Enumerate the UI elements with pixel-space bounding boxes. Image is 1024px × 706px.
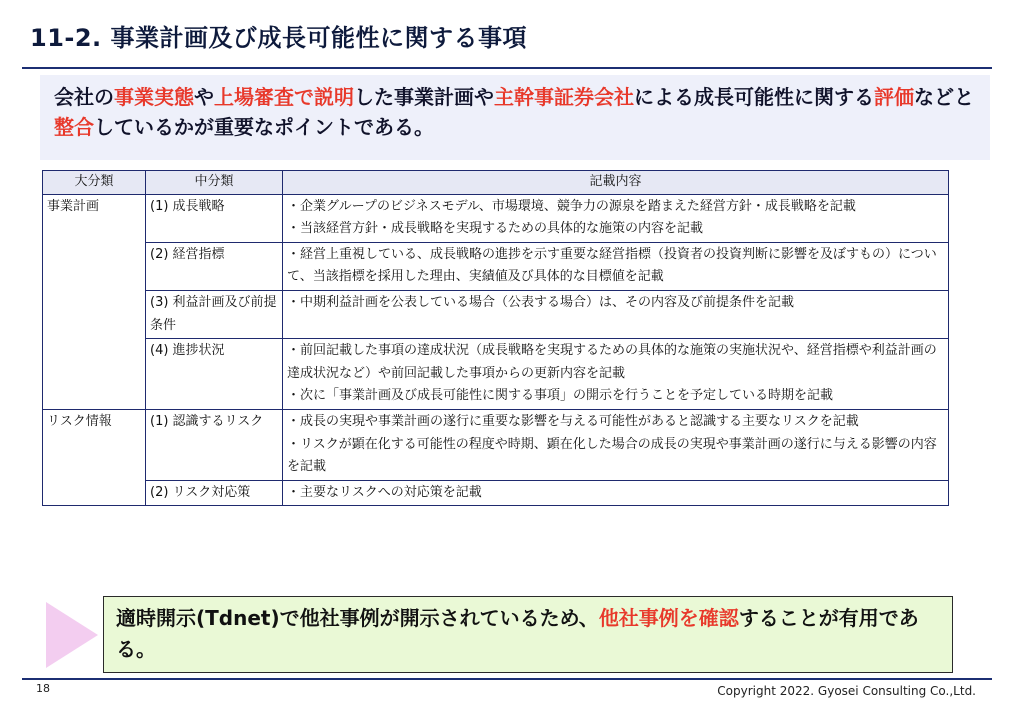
- content-cell: [283, 194, 949, 242]
- sub-category-cell: (1) 成長戦略: [146, 194, 283, 242]
- plain-text: 会社の: [54, 85, 114, 109]
- content-item: ・前回記載した事項の達成状況（成長戦略を実現するための具体的な施策の実施状況や、経営指標や利益計画の達成状況など）や前回記載した事項からの更新内容を記載: [287, 343, 937, 381]
- major-category-cell: [43, 242, 146, 290]
- content-item: ・次に「事業計画及び成長可能性に関する事項」の開示を行うことを予定している時期を記載: [287, 388, 834, 404]
- bottom-rule: [22, 678, 992, 680]
- sub-category-cell: (1) 認識するリスク: [146, 409, 283, 480]
- sub-category-cell: (2) 経営指標: [146, 242, 283, 290]
- emphasis-text: 他社事例を確認: [598, 606, 739, 630]
- plain-text: や: [194, 85, 214, 109]
- header-sub-category: 中分類: [146, 171, 283, 195]
- content-item: ・中期利益計画を公表している場合（公表する場合）は、その内容及び前提条件を記載: [287, 294, 795, 310]
- plain-text: した事業計画や: [354, 85, 494, 109]
- table-row: [43, 242, 949, 290]
- major-category-cell: 事業計画: [43, 194, 146, 242]
- content-cell: [283, 409, 949, 480]
- plain-text: などと: [914, 85, 974, 109]
- header-content: 記載内容: [283, 171, 949, 195]
- plain-text: しているかが重要なポイントである。: [94, 115, 434, 139]
- note-box: [103, 596, 953, 673]
- table-row: [43, 339, 949, 410]
- major-category-cell: リスク情報: [43, 409, 146, 480]
- sub-category-cell: (4) 進捗状況: [146, 339, 283, 410]
- content-cell: [283, 290, 949, 338]
- header-major-category: 大分類: [43, 171, 146, 195]
- sub-category-cell: (3) 利益計画及び前提条件: [146, 290, 283, 338]
- content-item: ・成長の実現や事業計画の遂行に重要な影響を与える可能性があると認識する主要なリスクを記載: [287, 413, 859, 429]
- major-category-cell: [43, 480, 146, 506]
- disclosure-table: [42, 170, 949, 506]
- lead-box: [40, 75, 990, 160]
- content-item: ・リスクが顕在化する可能性の程度や時期、顕在化した場合の成長の実現や事業計画の遂行に与える影響の内容を記載: [287, 436, 937, 475]
- copyright: Copyright 2022. Gyosei Consulting Co.,Ltd.: [717, 684, 976, 698]
- emphasis-text: 事業実態: [114, 85, 194, 109]
- emphasis-text: 上場審査で説明: [214, 85, 354, 109]
- major-category-cell: [43, 290, 146, 338]
- sub-category-cell: (2) リスク対応策: [146, 480, 283, 506]
- content-item: ・経営上重視している、成長戦略の進捗を示す重要な経営指標（投資者の投資判断に影響を及ぼすもの）について、当該指標を採用した理由、実績値及び具体的な目標値を記載: [287, 246, 937, 285]
- emphasis-text: 整合: [54, 115, 94, 139]
- content-item: ・当該経営方針・成長戦略を実現するための具体的な施策の内容を記載: [287, 221, 704, 237]
- table-row: [43, 409, 949, 480]
- table-row: [43, 290, 949, 338]
- plain-text: 適時開示(Tdnet)で他社事例が開示されているため、: [116, 606, 599, 630]
- plain-text: による成長可能性に関する: [634, 85, 874, 109]
- content-cell: [283, 242, 949, 290]
- emphasis-text: 評価: [874, 85, 914, 109]
- title-rule: [22, 67, 992, 69]
- content-item: ・主要なリスクへの対応策を記載: [287, 484, 482, 500]
- plain-text: することが有用である。: [116, 606, 919, 661]
- content-cell: [283, 480, 949, 506]
- content-item: ・企業グループのビジネスモデル、市場環境、競争力の源泉を踏まえた経営方針・成長戦略を記載: [287, 198, 856, 214]
- table-row: [43, 194, 949, 242]
- major-category-cell: [43, 339, 146, 410]
- page-title: 11-2. 事業計画及び成長可能性に関する事項: [30, 24, 528, 52]
- content-cell: [283, 339, 949, 410]
- table-row: [43, 480, 949, 506]
- page-number: 18: [36, 682, 50, 695]
- table-header-row: [43, 171, 949, 195]
- note-arrow: [46, 602, 98, 668]
- emphasis-text: 主幹事証券会社: [494, 85, 634, 109]
